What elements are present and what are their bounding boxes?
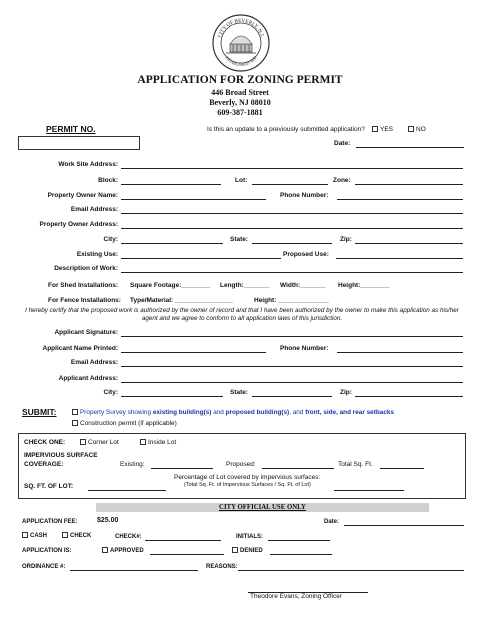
- existing-coverage-field[interactable]: [151, 468, 213, 469]
- owner-name-field[interactable]: [121, 199, 266, 200]
- total-sqft-field[interactable]: [380, 468, 424, 469]
- survey-text-f: front, side, and rear setbacks: [305, 409, 394, 416]
- svg-text:CITY OF BEVERLY, N.J.: CITY OF BEVERLY, N.J.: [216, 17, 266, 39]
- no-label: NO: [416, 126, 426, 133]
- applicant-address-field[interactable]: [121, 382, 463, 383]
- check-number-field[interactable]: [145, 540, 221, 541]
- inside-lot-label: Inside Lot: [148, 439, 177, 446]
- approved-option[interactable]: [102, 547, 144, 554]
- check-payment-checkbox[interactable]: [62, 532, 68, 538]
- seal-icon: [212, 14, 270, 72]
- application-fee-value: $25.00: [97, 517, 119, 524]
- ordinance-label: ORDINANCE #:: [22, 564, 66, 570]
- denied-checkbox[interactable]: [232, 547, 238, 553]
- zoning-officer-name: Theodore Evans, Zoning Officer: [250, 593, 343, 600]
- applicant-name-label: Applicant Name Printed:: [42, 345, 118, 352]
- proposed-coverage-label: Proposed:: [226, 461, 256, 468]
- owner-zip-field[interactable]: [355, 243, 463, 244]
- applicant-state-label: State:: [230, 389, 249, 396]
- owner-address-label: Property Owner Address:: [39, 221, 118, 228]
- yes-label: YES: [380, 126, 394, 133]
- owner-state-label: State:: [230, 236, 249, 243]
- address-line-2: Beverly, NJ 08010: [209, 98, 271, 107]
- survey-text-b: existing building(s): [152, 409, 212, 416]
- percentage-label: Percentage of Lot covered by impervious surfaces:: [174, 474, 321, 481]
- update-question: Is this an update to a previously submitted application?: [207, 126, 365, 133]
- initials-field[interactable]: [268, 540, 330, 541]
- zone-label: Zone:: [333, 177, 351, 184]
- block-label: Block:: [98, 177, 118, 184]
- check-label: CHECK: [70, 533, 92, 539]
- check-number-label: CHECK#:: [115, 534, 142, 540]
- sq-ft-of-lot-field[interactable]: [88, 490, 166, 491]
- official-use-title: CITY OFFICIAL USE ONLY: [219, 504, 306, 511]
- applicant-email-field[interactable]: [121, 366, 463, 367]
- date-field[interactable]: [356, 147, 464, 148]
- block-field[interactable]: [121, 184, 221, 185]
- application-is-label: APPLICATION IS:: [22, 548, 72, 554]
- shed-square-footage[interactable]: Square Footage:________: [130, 282, 211, 289]
- existing-coverage-label: Existing:: [120, 461, 145, 468]
- existing-use-label: Existing Use:: [76, 251, 118, 258]
- inside-lot-checkbox[interactable]: [140, 439, 146, 445]
- official-date-label: Date:: [324, 519, 340, 525]
- inside-lot-option[interactable]: [140, 439, 176, 446]
- owner-email-field[interactable]: [121, 213, 463, 214]
- percentage-field[interactable]: [334, 490, 404, 491]
- cash-option[interactable]: [22, 532, 47, 539]
- owner-phone-field[interactable]: [337, 199, 463, 200]
- shed-length[interactable]: Length:_______: [220, 282, 270, 289]
- survey-text-d: proposed building(s): [225, 409, 290, 416]
- update-no-option[interactable]: [408, 126, 426, 133]
- proposed-use-label: Proposed Use:: [283, 251, 329, 258]
- submit-label: SUBMIT:: [22, 407, 57, 417]
- cash-label: CASH: [30, 533, 48, 539]
- applicant-signature-field[interactable]: [121, 336, 463, 337]
- owner-city-field[interactable]: [121, 243, 223, 244]
- total-sqft-label: Total Sq. Ft.: [338, 461, 373, 468]
- sq-ft-of-lot-label: SQ. FT. OF LOT:: [24, 483, 74, 490]
- survey-checkbox[interactable]: [72, 409, 78, 415]
- impervious-label-1: IMPERVIOUS SURFACE: [24, 452, 98, 459]
- applicant-name-field[interactable]: [121, 352, 266, 353]
- ordinance-field[interactable]: [70, 570, 198, 571]
- denied-label: DENIED: [240, 548, 263, 554]
- page-title: APPLICATION FOR ZONING PERMIT: [137, 74, 343, 86]
- address-line-1: 446 Broad Street: [211, 88, 269, 97]
- cash-checkbox[interactable]: [22, 532, 28, 538]
- fence-label: For Fence Installations:: [48, 297, 121, 304]
- zone-field[interactable]: [355, 184, 463, 185]
- lot-field[interactable]: [252, 184, 328, 185]
- official-date-field[interactable]: [344, 525, 464, 526]
- applicant-address-label: Applicant Address:: [58, 375, 118, 382]
- shed-width[interactable]: Width:_______: [280, 282, 326, 289]
- survey-text-c: and: [211, 409, 226, 416]
- owner-state-field[interactable]: [252, 243, 332, 244]
- fence-height[interactable]: Height: ______________: [254, 297, 329, 304]
- work-site-address-label: Work Site Address:: [58, 161, 118, 168]
- submit-option-construction[interactable]: [72, 420, 177, 427]
- certification-text: I hereby certify that the proposed work is authorized by the owner of record and that I have been authorized by the owner to make this application as his/her agent and we agree to conform to all application laws of this jurisdiction.: [25, 307, 459, 322]
- applicant-state-field[interactable]: [252, 396, 332, 397]
- permit-no-label: PERMIT NO.: [46, 124, 96, 134]
- applicant-zip-label: Zip:: [340, 389, 352, 396]
- phone-line: 609-387-1881: [217, 108, 263, 117]
- corner-lot-checkbox[interactable]: [80, 439, 86, 445]
- proposed-coverage-field[interactable]: [262, 468, 334, 469]
- owner-name-label: Property Owner Name:: [47, 192, 118, 199]
- fence-type-material[interactable]: Type/Material: ________________: [130, 297, 233, 304]
- construction-checkbox[interactable]: [72, 420, 78, 426]
- percentage-formula: (Total Sq. Ft. of Impervious Surfaces / Sq. Ft. of Lot): [184, 482, 311, 488]
- yes-checkbox[interactable]: [372, 126, 378, 132]
- description-field[interactable]: [121, 272, 463, 273]
- approved-label: APPROVED: [110, 548, 144, 554]
- svg-text:ESTABLISHED 1850: ESTABLISHED 1850: [224, 55, 258, 68]
- applicant-phone-label: Phone Number:: [280, 345, 329, 352]
- no-checkbox[interactable]: [408, 126, 414, 132]
- corner-lot-option[interactable]: [80, 439, 119, 446]
- owner-city-label: City:: [103, 236, 118, 243]
- construction-text: Construction permit (if applicable): [80, 420, 177, 427]
- work-site-address-field[interactable]: [121, 168, 463, 169]
- initials-label: INITIALS:: [236, 534, 263, 540]
- check-one-label: CHECK ONE:: [24, 439, 66, 446]
- reasons-label: REASONS:: [206, 564, 238, 570]
- lot-label: Lot:: [235, 177, 248, 184]
- survey-text-a: Property Survey showing: [80, 409, 153, 416]
- update-yes-option[interactable]: [372, 126, 393, 133]
- denied-option[interactable]: [232, 547, 263, 554]
- applicant-city-label: City:: [103, 389, 118, 396]
- existing-use-field[interactable]: [121, 258, 281, 259]
- reasons-field[interactable]: [238, 570, 464, 571]
- check-option[interactable]: [62, 532, 91, 539]
- description-label: Description of Work:: [54, 265, 118, 272]
- owner-phone-label: Phone Number:: [280, 192, 329, 199]
- application-fee-label: APPLICATION FEE:: [22, 519, 78, 525]
- owner-zip-label: Zip:: [340, 236, 352, 243]
- date-label: Date:: [334, 140, 351, 147]
- denied-field[interactable]: [270, 554, 332, 555]
- shed-label: For Shed Installations:: [48, 282, 119, 289]
- applicant-phone-field[interactable]: [337, 352, 463, 353]
- applicant-signature-label: Applicant Signature:: [54, 329, 118, 336]
- submit-option-survey[interactable]: [72, 409, 394, 416]
- approved-field[interactable]: [150, 554, 224, 555]
- applicant-zip-field[interactable]: [355, 396, 463, 397]
- approved-checkbox[interactable]: [102, 547, 108, 553]
- permit-no-field[interactable]: [18, 136, 140, 150]
- applicant-email-label: Email Address:: [70, 359, 118, 366]
- owner-email-label: Email Address:: [70, 206, 118, 213]
- corner-lot-label: Corner Lot: [88, 439, 119, 446]
- owner-address-field[interactable]: [121, 228, 463, 229]
- shed-height[interactable]: Height:________: [338, 282, 390, 289]
- city-seal: [212, 14, 270, 72]
- applicant-city-field[interactable]: [121, 396, 223, 397]
- impervious-label-2: COVERAGE:: [24, 461, 64, 468]
- proposed-use-field[interactable]: [336, 258, 463, 259]
- survey-text-e: , and: [289, 409, 306, 416]
